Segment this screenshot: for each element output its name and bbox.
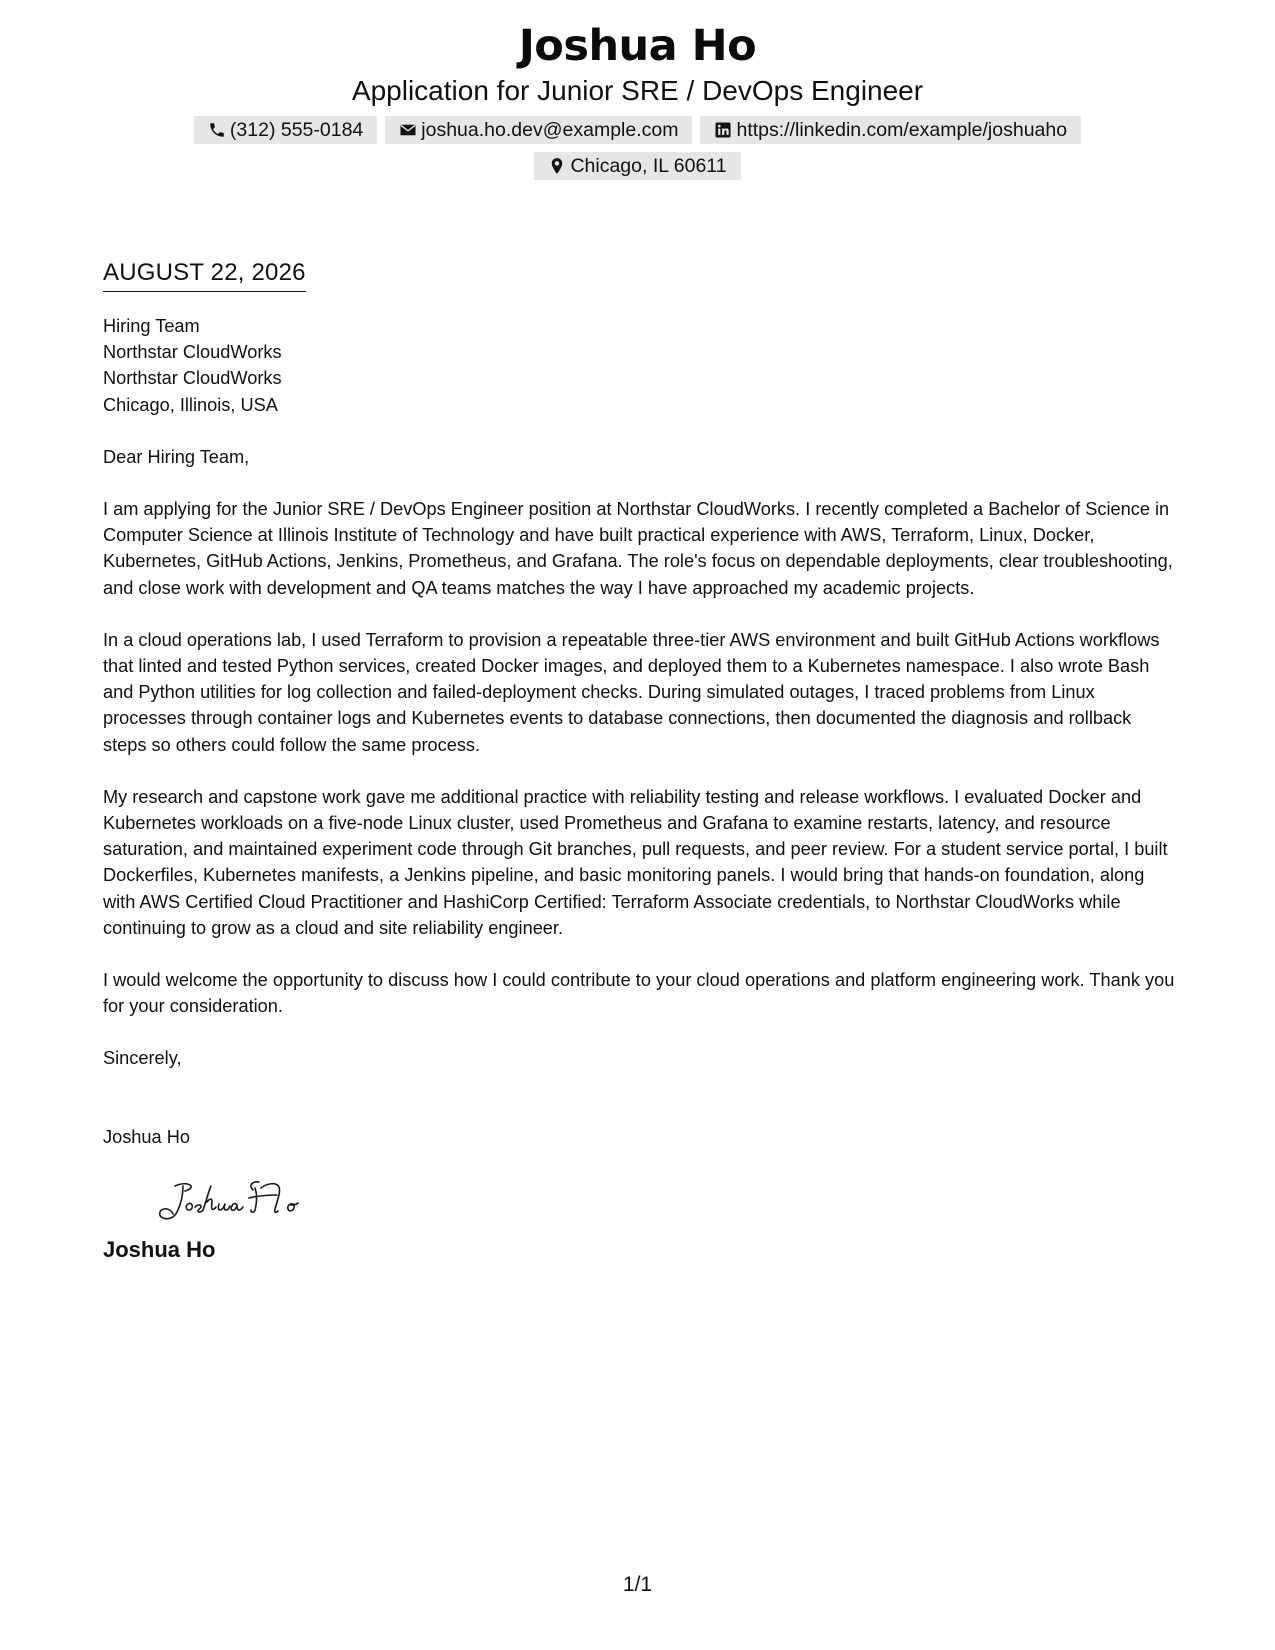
body-paragraph: My research and capstone work gave me additional practice with reliability testing and release workflows. I evaluated Docker and Kubernetes workloads on a five-node Linux cluster, used Prometheus and Grafana to examine restarts, latency, and resource saturation, and maintained experiment code through Git branches, pull requests, and peer review. For a student service portal, I built Dockerfiles, Kubernetes manifests, a Jenkins pipeline, and basic monitoring panels. I would bring that hands-on foundation, along with AWS Certified Cloud Practitioner and HashiCorp Certified: Terraform Associate credentials, to Northstar CloudWorks while continuing to grow as a cloud and site reliability engineer. <box>103 786 1168 938</box>
email-address: joshua.ho.dev@example.com <box>421 118 679 141</box>
body-paragraph: I would welcome the opportunity to discuss how I could contribute to your cloud operations and platform engineering work. Thank you for your consideration. <box>103 970 1175 1017</box>
phone-icon <box>208 121 226 139</box>
recipient-line: Chicago, Illinois, USA <box>103 394 278 415</box>
handwritten-signature <box>143 1174 333 1226</box>
linkedin-icon <box>714 121 732 139</box>
letter-header <box>0 18 1275 180</box>
contact-linkedin[interactable] <box>700 116 1081 144</box>
recipient-block <box>103 313 1178 418</box>
typed-name: Joshua Ho <box>103 1126 190 1147</box>
location-text: Chicago, IL 60611 <box>570 154 727 177</box>
contact-phone[interactable] <box>194 116 377 144</box>
recipient-line: Northstar CloudWorks <box>103 368 282 389</box>
linkedin-url: https://linkedin.com/example/joshuaho <box>736 118 1068 141</box>
applicant-name: Joshua Ho <box>518 21 757 71</box>
body-paragraph: In a cloud operations lab, I used Terraform to provision a repeatable three-tier AWS environment and built GitHub Actions workflows that linted and tested Python services, created Docker images, and deployed them to a Kubernetes namespace. I also wrote Bash and Python utilities for log collection and failed-deployment checks. During simulated outages, I traced problems from Linux processes through container logs and Kubernetes events to database connections, then documented the diagnosis and rollback steps so others could follow the same process. <box>103 629 1160 755</box>
recipient-line: Hiring Team <box>103 316 200 336</box>
closing: Sincerely, <box>103 1048 182 1069</box>
envelope-icon <box>399 121 417 139</box>
body-paragraph: I am applying for the Junior SRE / DevOps Engineer position at Northstar CloudWorks. I recently completed a Bachelor of Science in Computer Science at Illinois Institute of Technology and have built practical experience with AWS, Terraform, Linux, Docker, Kubernetes, GitHub Actions, Jenkins, Prometheus, and Grafana. The role's focus on dependable deployments, clear troubleshooting, and close work with development and QA teams matches the way I have approached my academic projects. <box>103 499 1173 598</box>
contact-location <box>534 152 740 180</box>
page-number: 1/1 <box>622 1573 653 1596</box>
contact-email[interactable] <box>385 116 692 144</box>
letter-body <box>103 258 1178 1264</box>
salutation: Dear Hiring Team, <box>103 446 250 467</box>
letter-date: AUGUST 22, 2026 <box>103 258 306 292</box>
application-headline: Application for Junior SRE / DevOps Engineer <box>351 75 924 106</box>
phone-number: (312) 555-0184 <box>229 118 364 141</box>
contact-info <box>188 116 1088 180</box>
signature-graphic <box>143 1174 333 1226</box>
map-pin-icon <box>548 157 566 175</box>
recipient-line: Northstar CloudWorks <box>103 342 282 363</box>
signed-name: Joshua Ho <box>103 1236 216 1262</box>
